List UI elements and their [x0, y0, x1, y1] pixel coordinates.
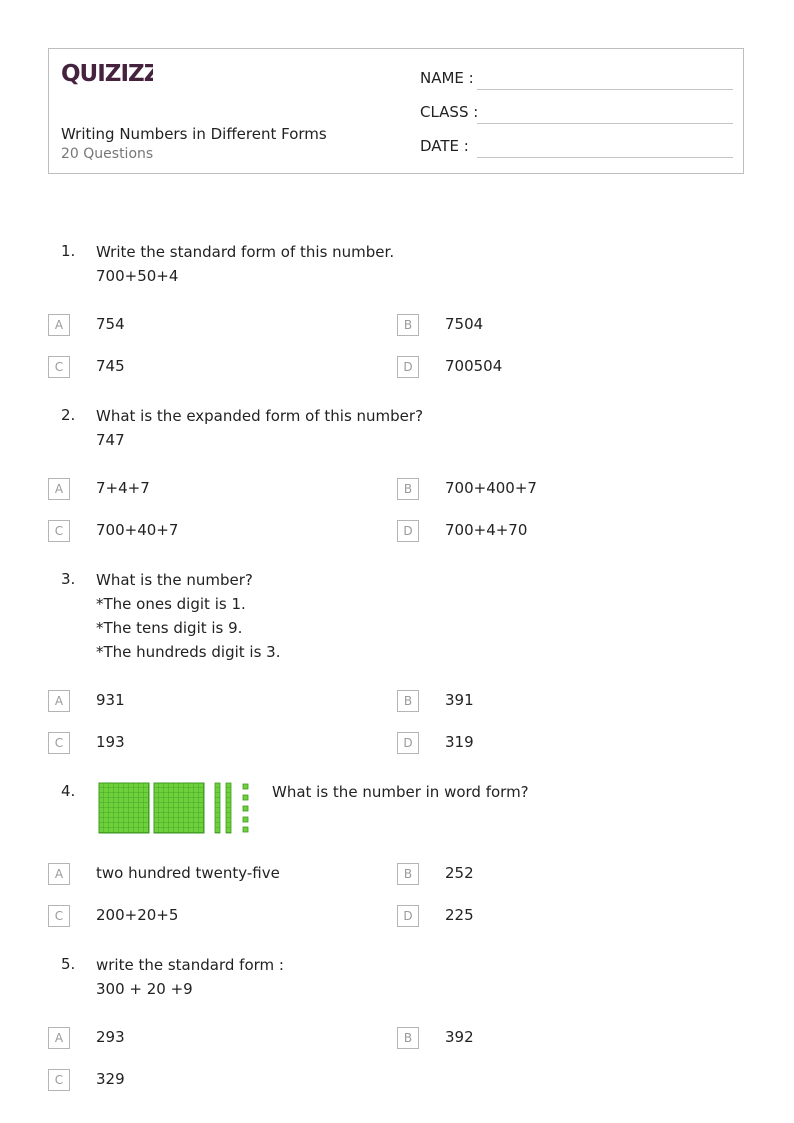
- question-number: 2.: [61, 406, 76, 424]
- option-b-text: 700+400+7: [445, 479, 537, 497]
- option-d-box[interactable]: D: [397, 905, 419, 927]
- question-text: [96, 953, 284, 1001]
- question-text: [96, 568, 280, 664]
- question-line: 747: [96, 431, 125, 449]
- question-line: Write the standard form of this number.: [96, 243, 395, 261]
- question-text: [272, 780, 529, 804]
- option-d-text: 700+4+70: [445, 521, 528, 539]
- option-c-box[interactable]: C: [48, 520, 70, 542]
- question-text: [96, 240, 394, 288]
- option-d-text: 225: [445, 906, 474, 924]
- option-b-text: 252: [445, 864, 474, 882]
- class-label: CLASS :: [420, 103, 479, 121]
- hundreds-flat: [154, 783, 204, 833]
- option-a-text: 754: [96, 315, 125, 333]
- option-a-box[interactable]: A: [48, 690, 70, 712]
- option-b-box[interactable]: B: [397, 314, 419, 336]
- option-d-box[interactable]: D: [397, 520, 419, 542]
- option-a-box[interactable]: A: [48, 478, 70, 500]
- date-field[interactable]: [477, 157, 733, 158]
- option-c-text: 329: [96, 1070, 125, 1088]
- question-number: 4.: [61, 782, 76, 800]
- option-c-box[interactable]: C: [48, 356, 70, 378]
- question-number: 3.: [61, 570, 76, 588]
- option-d-box[interactable]: D: [397, 732, 419, 754]
- option-b-box[interactable]: B: [397, 478, 419, 500]
- option-a-text: 931: [96, 691, 125, 709]
- option-d-text: 319: [445, 733, 474, 751]
- class-field[interactable]: [477, 123, 733, 124]
- name-label: NAME :: [420, 69, 474, 87]
- worksheet-title: Writing Numbers in Different Forms: [61, 125, 327, 143]
- option-c-text: 745: [96, 357, 125, 375]
- question-number: 5.: [61, 955, 76, 973]
- option-c-text: 700+40+7: [96, 521, 179, 539]
- option-b-box[interactable]: B: [397, 690, 419, 712]
- question-line: What is the expanded form of this number?: [96, 407, 424, 425]
- option-b-text: 392: [445, 1028, 474, 1046]
- option-c-text: 193: [96, 733, 125, 751]
- option-a-box[interactable]: A: [48, 314, 70, 336]
- worksheet-header: [48, 48, 744, 174]
- question-line: write the standard form :: [96, 956, 284, 974]
- option-a-box[interactable]: A: [48, 863, 70, 885]
- base-ten-blocks-image: [98, 782, 254, 838]
- question-line: 300 + 20 +9: [96, 980, 193, 998]
- ones-cubes: [243, 784, 248, 832]
- question-line: 700+50+4: [96, 267, 179, 285]
- tens-rod: [215, 783, 220, 833]
- option-c-box[interactable]: C: [48, 905, 70, 927]
- question-line: *The hundreds digit is 3.: [96, 643, 281, 661]
- svg-text:QUIZIZZ: QUIZIZZ: [61, 61, 153, 87]
- option-b-box[interactable]: B: [397, 1027, 419, 1049]
- question-count: 20 Questions: [61, 146, 154, 162]
- option-d-text: 700504: [445, 357, 503, 375]
- option-c-box[interactable]: C: [48, 1069, 70, 1091]
- option-a-text: 7+4+7: [96, 479, 150, 497]
- tens-rod: [226, 783, 231, 833]
- option-c-box[interactable]: C: [48, 732, 70, 754]
- hundreds-flat: [99, 783, 149, 833]
- date-label: DATE :: [420, 137, 469, 155]
- quizizz-logo: [61, 59, 153, 93]
- option-c-text: 200+20+5: [96, 906, 179, 924]
- option-a-box[interactable]: A: [48, 1027, 70, 1049]
- option-a-text: 293: [96, 1028, 125, 1046]
- question-line: *The tens digit is 9.: [96, 619, 243, 637]
- question-line: What is the number in word form?: [272, 783, 529, 801]
- question-number: 1.: [61, 242, 76, 260]
- question-text: [96, 404, 423, 452]
- name-field[interactable]: [477, 89, 733, 90]
- question-line: *The ones digit is 1.: [96, 595, 246, 613]
- option-b-text: 7504: [445, 315, 484, 333]
- option-d-box[interactable]: D: [397, 356, 419, 378]
- option-b-text: 391: [445, 691, 474, 709]
- option-b-box[interactable]: B: [397, 863, 419, 885]
- option-a-text: two hundred twenty-five: [96, 864, 280, 882]
- question-line: What is the number?: [96, 571, 253, 589]
